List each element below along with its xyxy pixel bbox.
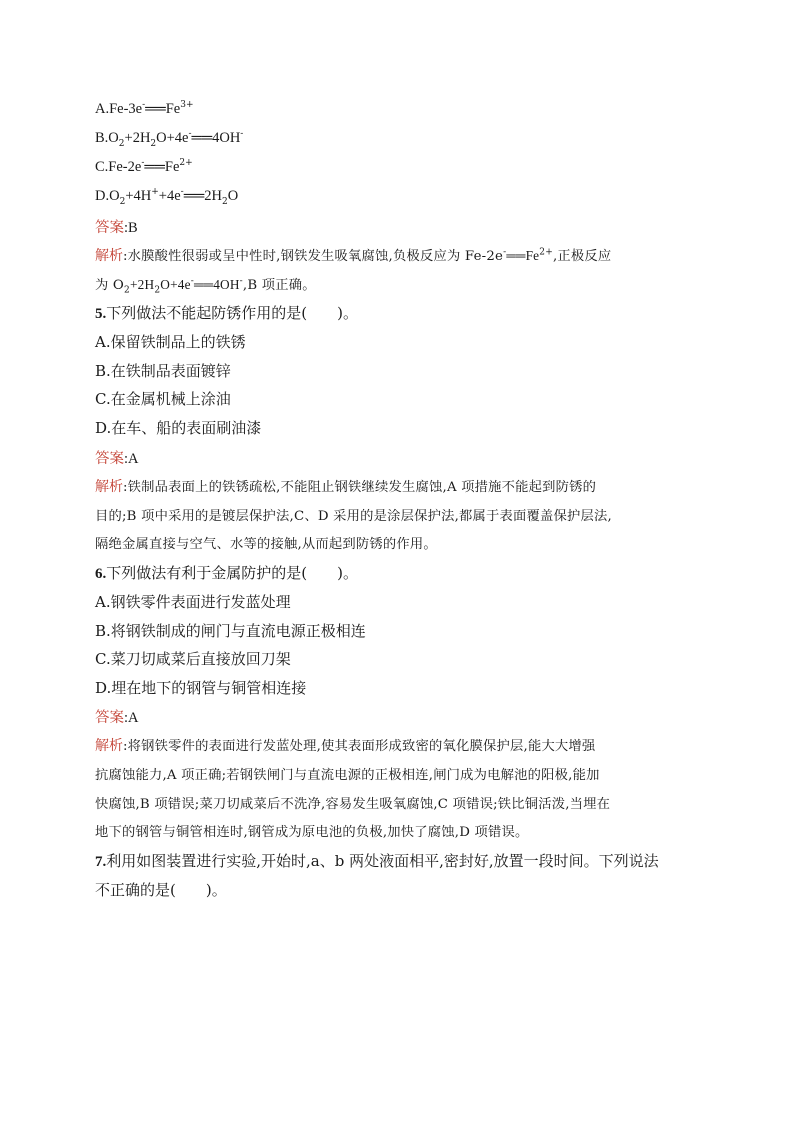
q5-explanation-line-1: 解析:铁制品表面上的铁锈疏松,不能阻止钢铁继续发生腐蚀,A 项措施不能起到防锈的: [95, 479, 597, 495]
q6-option-b: B.将钢铁制成的闸门与直流电源正极相连: [95, 622, 366, 640]
q6-explanation-line-1: 解析:将钢铁零件的表面进行发蓝处理,使其表面形成致密的氧化膜保护层,能大大增强: [95, 738, 596, 754]
q6-explanation-line-3: 快腐蚀,B 项错误;菜刀切咸菜后不洗净,容易发生吸氧腐蚀,C 项错误;铁比铜活泼,当埋在: [95, 797, 611, 812]
q4-option-b: $B.O_2+2H_2O+4e^-══4OH^-$: [95, 129, 244, 149]
q5-option-a: A.保留铁制品上的铁锈: [95, 333, 246, 351]
q4-answer: [95, 216, 705, 237]
q6-stem: 6.下列做法有利于金属防护的是( )。: [95, 564, 358, 582]
answer-label: 答案: [95, 710, 124, 726]
question-number: 7.: [95, 854, 107, 870]
answer-value: :A: [124, 451, 139, 467]
q4-explanation-line-2: 为 $O_2+2H_2O+4e^-══4OH^-,B$ 项正确。: [95, 276, 316, 296]
q5-explanation-line-3: 隔绝金属直接与空气、水等的接触,从而起到防锈的作用。: [95, 537, 437, 552]
question-number: 5.: [95, 306, 107, 322]
q7-stem-line-1: 7.利用如图装置进行实验,开始时,a、b 两处液面相平,密封好,放置一段时间。下列说法: [95, 852, 659, 870]
answer-value: :B: [124, 220, 138, 236]
explanation-label: 解析: [95, 248, 123, 264]
q6-option-c: C.菜刀切咸菜后直接放回刀架: [95, 650, 291, 668]
q5-explanation-line-2: 目的;B 项中采用的是镀层保护法,C、D 采用的是涂层保护法,都属于表面覆盖保护层法,: [95, 509, 612, 524]
q5-answer: [95, 447, 705, 468]
q6-answer: [95, 706, 705, 727]
explanation-label: 解析: [95, 738, 123, 754]
answer-label: 答案: [95, 451, 124, 467]
q4-option-a: $A.Fe-3e^-══Fe^{3+}$: [95, 100, 194, 117]
q6-explanation-line-4: 地下的钢管与铜管相连时,钢管成为原电池的负极,加快了腐蚀,D 项错误。: [95, 825, 529, 840]
question-number: 6.: [95, 566, 107, 582]
q5-option-b: B.在铁制品表面镀锌: [95, 362, 231, 380]
q4-option-c: $C.Fe-2e^-══Fe^{2+}$: [95, 158, 193, 175]
q6-explanation-line-2: 抗腐蚀能力,A 项正确;若钢铁闸门与直流电源的正极相连,闸门成为电解池的阳极,能加: [95, 768, 600, 783]
q6-option-a: A.钢铁零件表面进行发蓝处理: [95, 593, 291, 611]
answer-value: :A: [124, 710, 139, 726]
q4-explanation-line-1: 解析:水膜酸性很弱或呈中性时,钢铁发生吸氧腐蚀,负极反应为 $Fe-2e^-══Fe^{2+}$,正极反应: [95, 247, 612, 264]
q5-option-c: C.在金属机械上涂油: [95, 390, 231, 408]
q7-stem-line-2: 不正确的是( )。: [95, 881, 227, 899]
q5-option-d: D.在车、船的表面刷油漆: [95, 419, 262, 437]
answer-label: 答案: [95, 220, 124, 236]
explanation-label: 解析: [95, 479, 123, 495]
q6-option-d: D.埋在地下的钢管与铜管相连接: [95, 679, 307, 697]
q4-option-d: $D.O_2+4H^++4e^-══2H_2O$: [95, 187, 239, 207]
q5-stem: 5.下列做法不能起防锈作用的是( )。: [95, 304, 358, 322]
